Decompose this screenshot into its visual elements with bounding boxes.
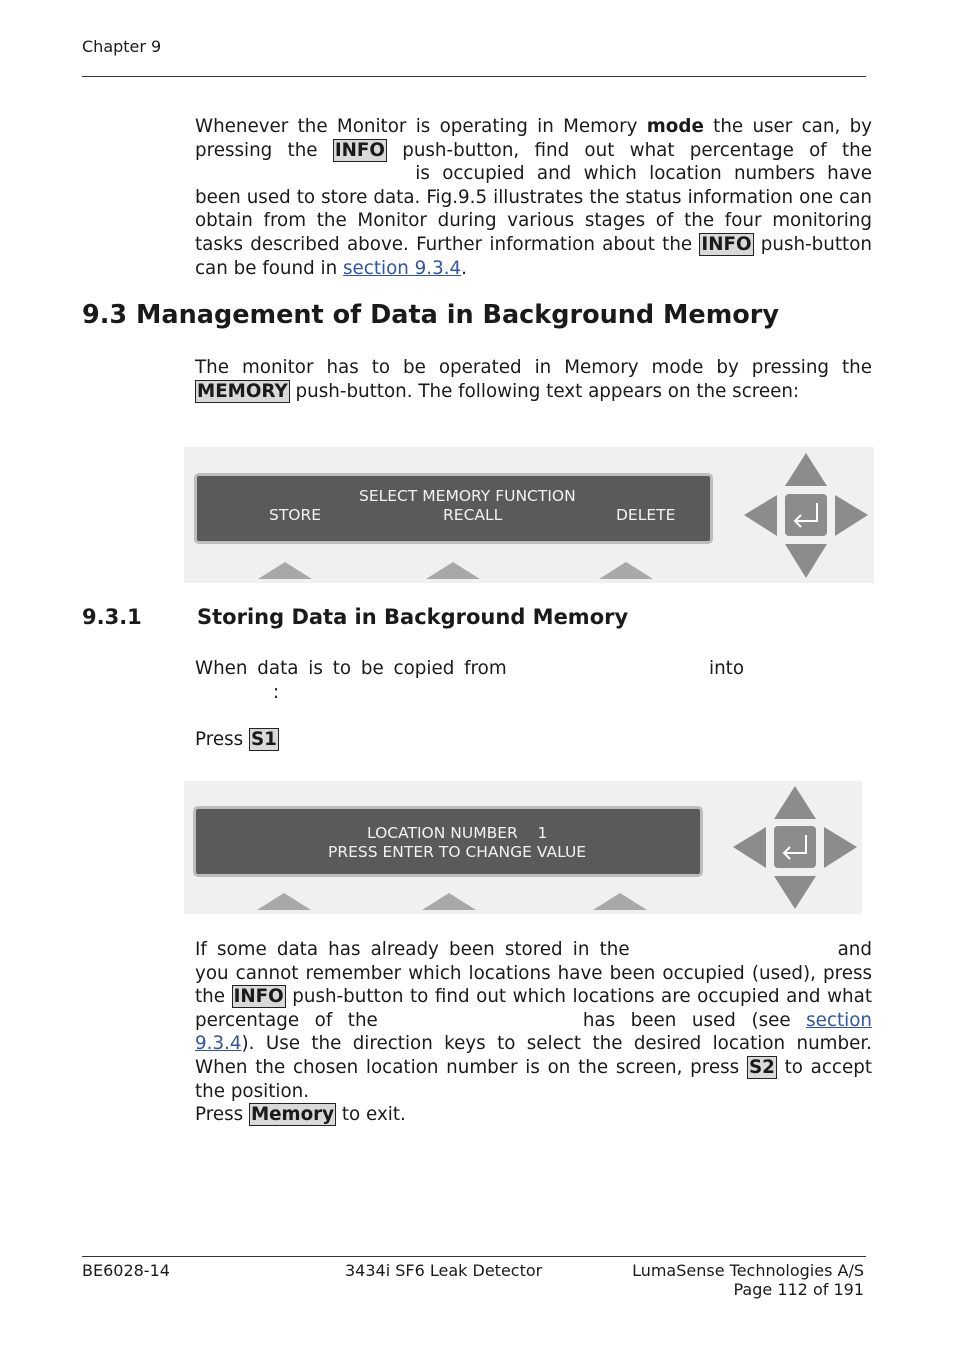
enter-key-icon-2[interactable] [774,826,816,868]
screen1-keys [184,447,874,583]
section-number: 9.3.1 [82,605,142,629]
footer-product: 3434i SF6 Leak Detector [345,1261,543,1280]
arrow-down-icon[interactable] [785,544,827,578]
p3-press: Press [195,1104,249,1126]
chapter-header: Chapter 9 [82,37,162,56]
lcd-press-enter: PRESS ENTER TO CHANGE VALUE [328,843,587,861]
lcd-display-2: LOCATION NUMBER 1 PRESS ENTER TO CHANGE VALUE [193,806,703,877]
lcd-delete: DELETE [616,506,676,524]
info-button: INFO [334,139,385,161]
p3-text-5: to accept the position. [195,1056,872,1102]
s93-text-2: push-button. The following text appears on the screen: [289,380,800,402]
s931-line-1a: When data is to be copied from [195,658,507,679]
softkey-s3-icon[interactable] [599,562,653,579]
arrow-left-icon[interactable] [744,495,777,536]
intro-text-6: . [461,257,467,279]
screen2-keys [184,781,862,914]
header-rule [82,76,866,77]
monitor-screen-location [184,781,862,914]
softkey-s2-icon-2[interactable] [422,893,476,910]
s931-line-2: : [273,682,280,703]
intro-text-4: is occupied and which location numbers have been used to store data. Fig.9.5 illustrates the status information one can obtain from the Monitor during various stages of the four monitoring tasks described above. Further information about the [195,163,872,255]
lcd-line-title: SELECT MEMORY FUNCTION [359,487,576,505]
softkey-s1-icon[interactable] [258,562,312,579]
section-link-2[interactable]: section 9.3.4 [195,1009,872,1055]
press-s1-line [195,728,279,752]
s1-button: S1 [250,729,277,750]
section-93-paragraph [195,356,872,403]
footer-company: LumaSense Technologies A/S [632,1261,864,1280]
intro-text-5: push-button can be found in [195,233,872,279]
intro-text-2: the user can, by pressing the [195,116,872,161]
footer-rule [82,1256,866,1257]
p3-text-1: If some data has already been stored in the [195,939,630,960]
softkey-s3-icon-2[interactable] [593,893,647,910]
intro-text-3: push-button, find out what percentage of the [386,139,872,161]
memory-button: MEMORY [197,380,288,402]
p3-text-3: has been used (see [582,1009,807,1031]
section-heading-9-3: 9.3 Management of Data in Background Memory [82,300,780,330]
lcd-recall: RECALL [443,506,503,524]
section-heading-9-3-1 [82,605,628,629]
info-button-3: INFO [233,986,284,1008]
intro-bold-mode: mode [646,116,704,137]
lcd-store: STORE [269,506,322,524]
arrow-right-icon-2[interactable] [824,827,857,868]
p3-text-1b: and you cannot remember which locations have been occupied (used), press the [195,939,872,1008]
arrow-up-icon-2[interactable] [774,786,816,819]
storing-instructions [195,938,872,1127]
softkey-s1-icon-2[interactable] [257,893,311,910]
footer-page: Page 112 of 191 [733,1280,864,1299]
enter-key-icon[interactable] [785,494,827,536]
arrow-left-icon-2[interactable] [733,827,766,868]
footer-doc-id: BE6028-14 [82,1261,170,1280]
p3-text-2: push-button to find out which locations are occupied and what percentage of the [195,986,872,1031]
s93-text-1: The monitor has to be operated in Memory mode by pressing the [195,357,872,378]
softkey-s2-icon[interactable] [426,562,480,579]
intro-text-1: Whenever the Monitor is operating in Memory [195,116,647,137]
arrow-up-icon[interactable] [785,453,827,486]
intro-paragraph [195,115,872,280]
s931-line-1b: into [709,658,745,679]
section-title: Storing Data in Background Memory [197,605,629,629]
section-link[interactable]: section 9.3.4 [343,257,462,279]
memory-button-2: Memory [250,1104,335,1126]
p3-text-6: to exit. [336,1104,406,1126]
arrow-down-icon-2[interactable] [774,876,816,909]
press-label: Press [195,729,249,750]
info-button-2: INFO [701,233,752,255]
arrow-right-icon[interactable] [835,495,868,536]
monitor-screen-select-memory [184,447,874,583]
s2-button: S2 [748,1056,775,1078]
p3-text-4: ). Use the direction keys to select the desired location number. When the chosen location number is on the screen, press [195,1033,872,1078]
